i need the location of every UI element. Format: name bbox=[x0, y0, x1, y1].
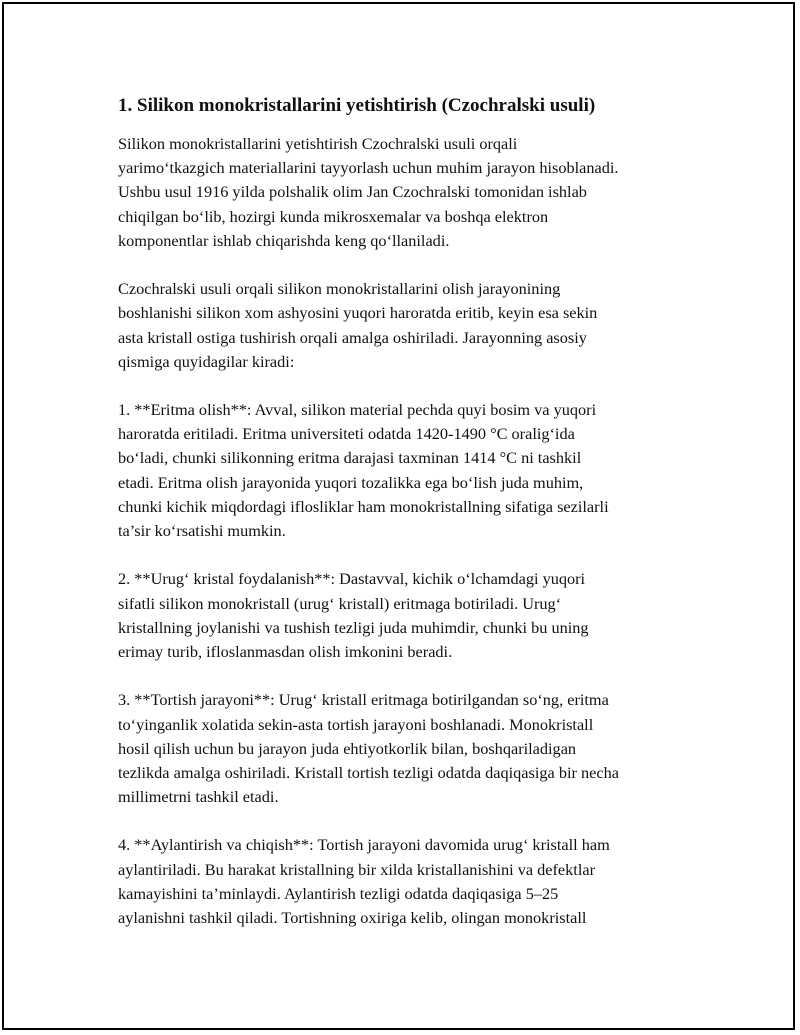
paragraph-line: 2. **Urug‘ kristal foydalanish**: Dastavval, kichik o‘lchamdagi yuqori bbox=[118, 569, 586, 589]
paragraph-step-melting bbox=[118, 398, 698, 543]
paragraph-line: tezlikda amalga oshiriladi. Kristall tortish tezligi odatda daqiqasiga bir necha bbox=[118, 762, 619, 782]
paragraph-line: 1. **Eritma olish**: Avval, silikon material pechda quyi bosim va yuqori bbox=[118, 400, 597, 420]
document-body bbox=[118, 93, 698, 930]
paragraph-introduction bbox=[118, 132, 698, 253]
paragraph-line: chunki kichik miqdordagi iflosliklar ham monokristallning sifatiga sezilarli bbox=[118, 496, 609, 516]
paragraph-line: millimetrni tashkil etadi. bbox=[118, 787, 279, 807]
paragraph-line: to‘yinganlik xolatida sekin-asta tortish jarayoni boshlanadi. Monokristall bbox=[118, 714, 594, 734]
paragraph-line: sifatli silikon monokristall (urug‘ kristall) eritmaga botiriladi. Urug‘ bbox=[118, 593, 562, 613]
paragraph-line: kamayishini ta’minlaydi. Aylantirish tezligi odatda daqiqasiga 5–25 bbox=[118, 883, 559, 903]
document-title: 1. Silikon monokristallarini yetishtirish (Czochralski usuli) bbox=[118, 95, 596, 116]
paragraph-line: etadi. Eritma olish jarayonida yuqori tozalikka ega bo‘lish juda muhim, bbox=[118, 472, 584, 492]
paragraph-line: yarimo‘tkazgich materiallarini tayyorlash uchun muhim jarayon hisoblanadi. bbox=[118, 158, 619, 178]
paragraph-line: chiqilgan bo‘lib, hozirgi kunda mikrosxemalar va boshqa elektron bbox=[118, 206, 549, 226]
paragraph-line: 3. **Tortish jarayoni**: Urug‘ kristall eritmaga botirilgandan so‘ng, eritma bbox=[118, 690, 609, 710]
paragraph-line: boshlanishi silikon xom ashyosini yuqori haroratda eritib, keyin esa sekin bbox=[118, 303, 598, 323]
paragraph-process-overview bbox=[118, 277, 698, 374]
paragraph-line: erimay turib, ifloslanmasdan olish imkonini beradi. bbox=[118, 641, 453, 661]
paragraph-line: haroratda eritiladi. Eritma universiteti odatda 1420-1490 °C oralig‘ida bbox=[118, 424, 575, 444]
paragraph-line: kristallning joylanishi va tushish tezligi juda muhimdir, chunki bu uning bbox=[118, 617, 589, 637]
paragraph-step-pulling bbox=[118, 688, 698, 809]
paragraph-line: komponentlar ishlab chiqarishda keng qo‘llaniladi. bbox=[118, 230, 450, 250]
paragraph-line: Ushbu usul 1916 yilda polshalik olim Jan Czochralski tomonidan ishlab bbox=[118, 182, 587, 202]
paragraph-line: aylantiriladi. Bu harakat kristallning bir xilda kristallanishini va defektlar bbox=[118, 859, 595, 879]
paragraph-step-seed-crystal bbox=[118, 567, 698, 664]
paragraph-line: ta’sir ko‘rsatishi mumkin. bbox=[118, 521, 286, 540]
paragraph-line: bo‘ladi, chunki silikonning eritma darajasi taxminan 1414 °C ni tashkil bbox=[118, 448, 582, 468]
paragraph-line: asta kristall ostiga tushirish orqali amalga oshiriladi. Jarayonning asosiy bbox=[118, 327, 587, 347]
paragraph-line: aylanishni tashkil qiladi. Tortishning oxiriga kelib, olingan monokristall bbox=[118, 908, 587, 927]
paragraph-line: hosil qilish uchun bu jarayon juda ehtiyotkorlik bilan, boshqariladigan bbox=[118, 738, 577, 758]
paragraph-step-rotation bbox=[118, 833, 698, 930]
paragraph-line: Czochralski usuli orqali silikon monokristallarini olish jarayonining bbox=[118, 279, 561, 299]
paragraph-line: qismiga quyidagilar kiradi: bbox=[118, 351, 295, 371]
paragraph-line: Silikon monokristallarini yetishtirish Czochralski usuli orqali bbox=[118, 134, 518, 153]
paragraph-line: 4. **Aylantirish va chiqish**: Tortish jarayoni davomida urug‘ kristall ham bbox=[118, 835, 610, 855]
